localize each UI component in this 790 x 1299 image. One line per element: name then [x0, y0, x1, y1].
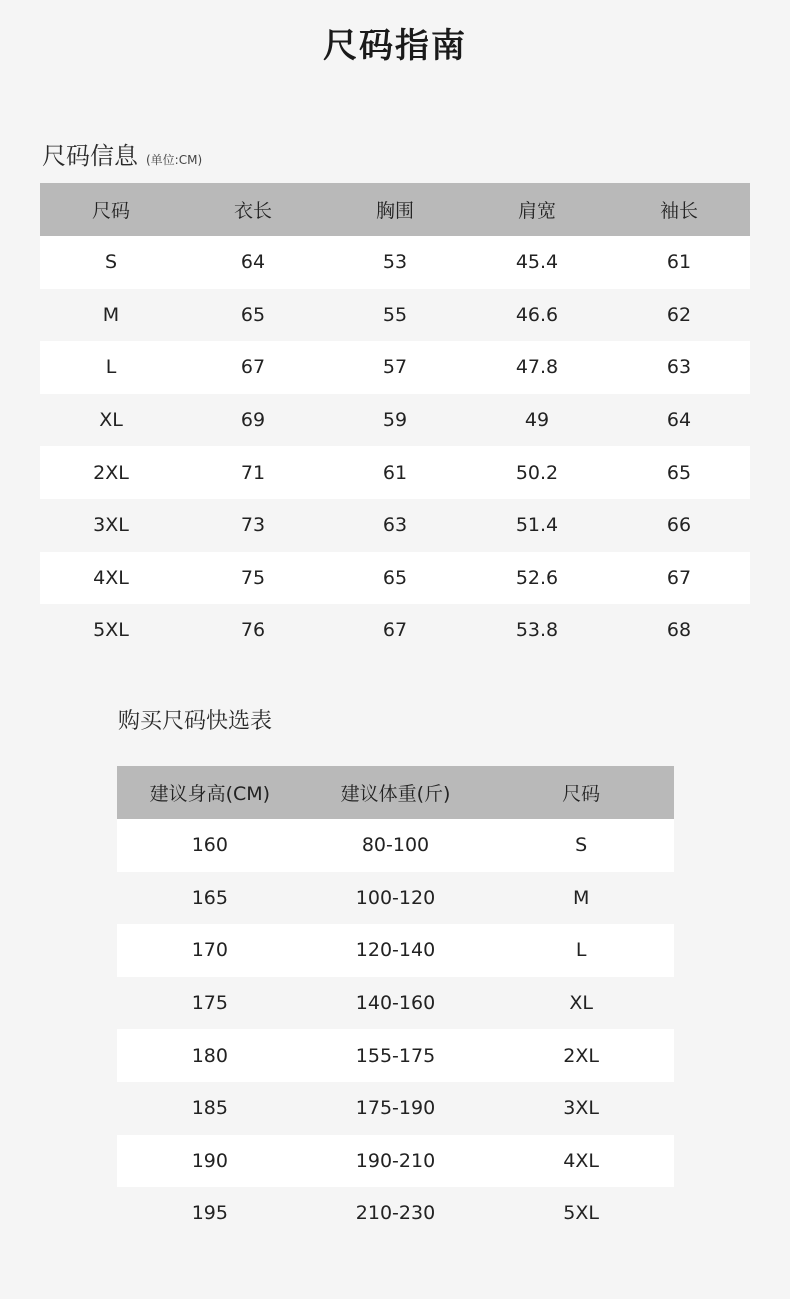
cell-height: 185: [191, 1097, 228, 1120]
cell-size: S: [104, 251, 118, 274]
cell-shoulder: 51.4: [515, 514, 559, 537]
size-info-title-text: 尺码信息: [42, 142, 138, 170]
cell-size: M: [572, 886, 590, 909]
cell-weight: 155-175: [355, 1044, 436, 1067]
cell-chest: 55: [382, 303, 408, 326]
table-row: [117, 1082, 674, 1135]
cell-length: 69: [240, 409, 266, 432]
cell-shoulder: 49: [524, 409, 550, 432]
table-row: [40, 289, 750, 342]
table-row: [40, 552, 750, 605]
cell-shoulder: 45.4: [515, 251, 559, 274]
cell-length: 67: [240, 356, 266, 379]
cell-size: 3XL: [563, 1097, 599, 1120]
cell-height: 160: [191, 834, 228, 857]
cell-sleeve: 66: [666, 514, 692, 537]
cell-height: 195: [191, 1202, 228, 1225]
cell-sleeve: 61: [666, 251, 692, 274]
cell-height: 170: [191, 939, 228, 962]
cell-chest: 53: [382, 251, 408, 274]
cell-length: 75: [240, 566, 266, 589]
table-row: [40, 446, 750, 499]
header-length: 衣长: [233, 200, 272, 222]
table-row: [40, 236, 750, 289]
cell-weight: 190-210: [355, 1149, 436, 1172]
quick-select-header-row: [117, 766, 674, 819]
cell-length: 65: [240, 303, 266, 326]
header-sleeve: 袖长: [659, 200, 698, 222]
cell-chest: 59: [382, 409, 408, 432]
cell-length: 64: [240, 251, 266, 274]
cell-size: XL: [569, 992, 593, 1015]
cell-sleeve: 62: [666, 303, 692, 326]
cell-size: S: [575, 834, 588, 857]
cell-height: 190: [191, 1149, 228, 1172]
table-row: [117, 924, 674, 977]
cell-weight: 120-140: [355, 939, 436, 962]
cell-length: 73: [240, 514, 266, 537]
cell-size: L: [575, 939, 587, 962]
size-info-title: [42, 136, 202, 171]
cell-weight: 210-230: [355, 1202, 436, 1225]
cell-height: 175: [191, 992, 228, 1015]
cell-size: XL: [99, 409, 123, 432]
quick-select-title: 购买尺码快选表: [118, 709, 273, 734]
table-row: [40, 604, 750, 657]
cell-size: 4XL: [563, 1149, 599, 1172]
cell-size: 4XL: [93, 566, 129, 589]
cell-chest: 61: [382, 461, 408, 484]
table-row: [40, 341, 750, 394]
cell-size: 5XL: [93, 619, 129, 642]
table-row: [117, 1135, 674, 1188]
cell-sleeve: 64: [666, 409, 692, 432]
table-row: [117, 872, 674, 925]
header-chest: 胸围: [375, 200, 414, 222]
cell-shoulder: 47.8: [515, 356, 559, 379]
cell-weight: 140-160: [355, 992, 436, 1015]
table-row: [117, 1187, 674, 1240]
cell-weight: 175-190: [355, 1097, 436, 1120]
cell-size: 2XL: [93, 461, 129, 484]
cell-chest: 65: [382, 566, 408, 589]
size-info-header-row: [40, 183, 750, 236]
cell-shoulder: 52.6: [515, 566, 559, 589]
cell-shoulder: 50.2: [515, 461, 559, 484]
cell-height: 180: [191, 1044, 228, 1067]
cell-sleeve: 63: [666, 356, 692, 379]
table-row: [117, 819, 674, 872]
table-row: [40, 394, 750, 447]
cell-size: L: [105, 356, 117, 379]
size-info-table: [40, 183, 750, 657]
cell-sleeve: 68: [666, 619, 692, 642]
cell-height: 165: [191, 886, 228, 909]
cell-chest: 67: [382, 619, 408, 642]
cell-size: 3XL: [93, 514, 129, 537]
header-size: 尺码: [562, 783, 601, 805]
cell-weight: 100-120: [355, 886, 436, 909]
cell-chest: 57: [382, 356, 408, 379]
cell-sleeve: 65: [666, 461, 692, 484]
cell-length: 76: [240, 619, 266, 642]
cell-size: 2XL: [563, 1044, 599, 1067]
table-row: [117, 1029, 674, 1082]
table-row: [117, 977, 674, 1030]
quick-select-table: [117, 766, 674, 1240]
cell-weight: 80-100: [361, 834, 430, 857]
header-weight: 建议体重(斤): [340, 783, 451, 805]
size-info-unit: (单位:CM): [146, 153, 203, 167]
cell-size: M: [102, 303, 120, 326]
header-height: 建议身高(CM): [149, 783, 271, 805]
cell-shoulder: 46.6: [515, 303, 559, 326]
header-size: 尺码: [91, 200, 130, 222]
page-title: 尺码指南: [323, 26, 467, 66]
cell-sleeve: 67: [666, 566, 692, 589]
header-shoulder: 肩宽: [517, 200, 556, 222]
cell-size: 5XL: [563, 1202, 599, 1225]
cell-shoulder: 53.8: [515, 619, 559, 642]
table-row: [40, 499, 750, 552]
cell-chest: 63: [382, 514, 408, 537]
cell-length: 71: [240, 461, 266, 484]
